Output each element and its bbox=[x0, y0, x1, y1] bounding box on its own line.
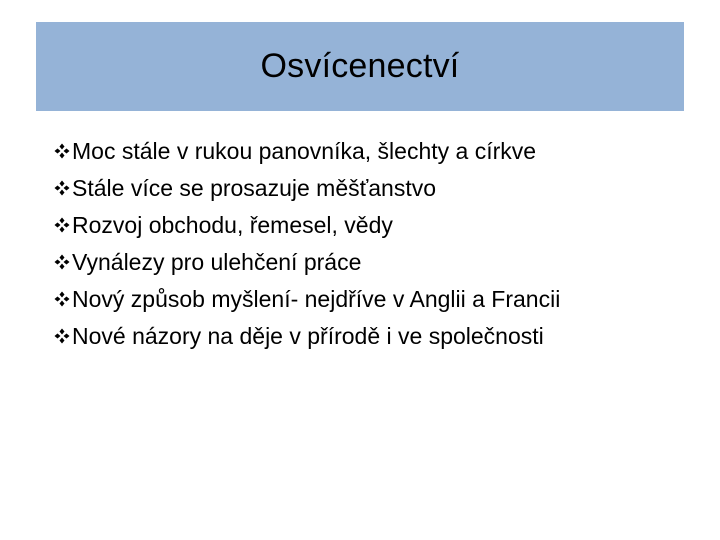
title-banner bbox=[36, 22, 684, 111]
list-item bbox=[54, 206, 694, 243]
bullet-text: Rozvoj obchodu, řemesel, vědy bbox=[72, 212, 393, 238]
four-diamond-bullet-icon bbox=[54, 280, 72, 317]
four-diamond-bullet-icon bbox=[54, 243, 72, 280]
four-diamond-bullet-icon bbox=[54, 206, 72, 243]
bullet-text: Nový způsob myšlení- nejdříve v Anglii a Francii bbox=[72, 286, 561, 312]
four-diamond-bullet-icon bbox=[54, 317, 72, 354]
four-diamond-bullet-icon bbox=[54, 132, 72, 169]
list-item bbox=[54, 169, 694, 206]
list-item bbox=[54, 317, 694, 354]
bullet-text: Nové názory na děje v přírodě i ve společnosti bbox=[72, 323, 544, 349]
bullet-text: Moc stále v rukou panovníka, šlechty a církve bbox=[72, 138, 537, 164]
slide-title: Osvícenectví bbox=[260, 47, 460, 85]
list-item bbox=[54, 243, 694, 280]
list-item bbox=[54, 132, 694, 169]
bullet-list bbox=[54, 132, 694, 354]
list-item bbox=[54, 280, 694, 317]
bullet-text: Vynálezy pro ulehčení práce bbox=[72, 249, 362, 275]
bullet-text: Stále více se prosazuje měšťanstvo bbox=[72, 175, 437, 201]
four-diamond-bullet-icon bbox=[54, 169, 72, 206]
